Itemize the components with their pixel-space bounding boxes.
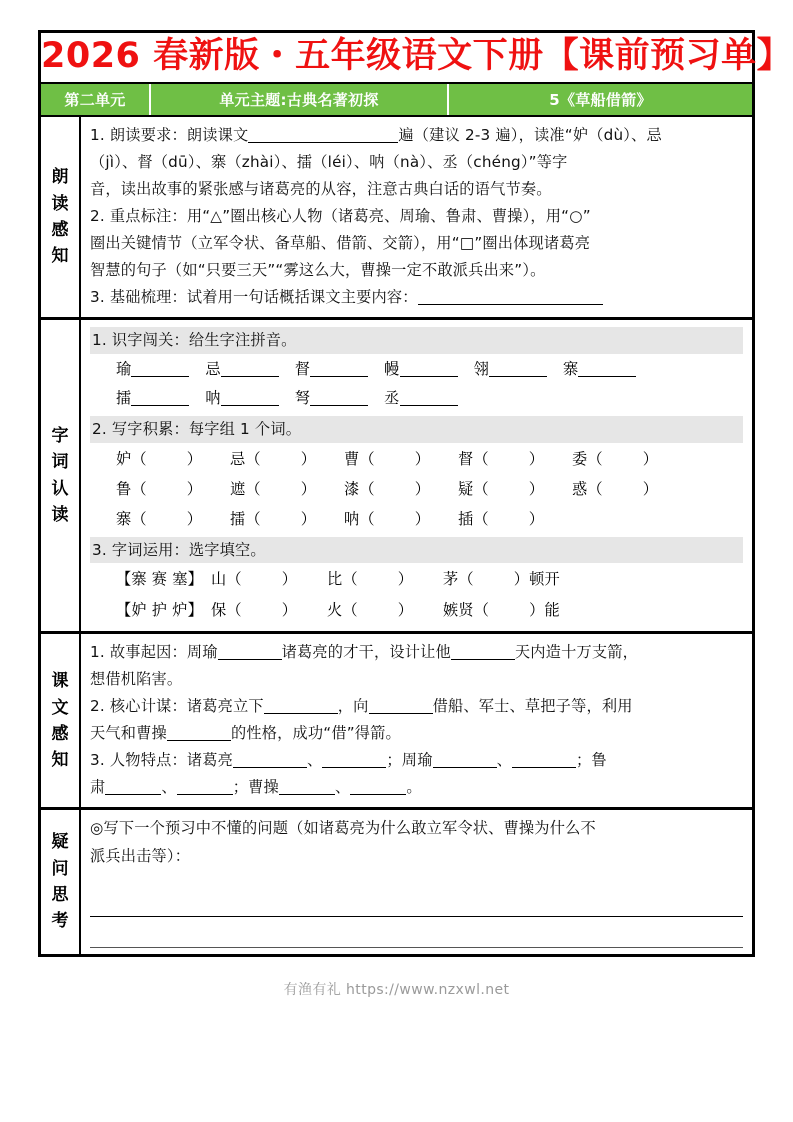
section-text-comprehension [41, 634, 752, 810]
word-char: 委 [572, 449, 588, 468]
word-cell[interactable]: 擂（ ） [230, 510, 317, 529]
reading-item-2: 2. 重点标注：用“△”圈出核心人物（诸葛亮、周瑜、鲁肃、曹操），用“○” [90, 206, 591, 225]
word-char: 擂 [230, 510, 246, 529]
text-item-1-cont: 想借机陷害。 [90, 670, 183, 689]
pinyin-char: 丞 [384, 389, 400, 408]
word-cell[interactable]: 督（ ） [458, 449, 545, 468]
text-item-2-prefix: 2. 核心计谋：诸葛亮立下 [90, 697, 264, 716]
period: 。 [406, 778, 422, 797]
worksheet-sheet [38, 30, 793, 957]
pinyin-row-1 [90, 355, 743, 385]
blank-field[interactable] [400, 405, 458, 406]
label-char: 认 [51, 478, 69, 499]
word-char: 寨 [116, 510, 132, 529]
choice-suffix: ）能 [529, 600, 560, 619]
word-cell[interactable]: 委（ ） [572, 449, 659, 468]
label-char: 问 [51, 858, 69, 879]
section-body-reading [81, 117, 752, 317]
unit-header-row [41, 84, 752, 117]
word-cell[interactable]: 疑（ ） [458, 479, 545, 498]
label-char: 知 [51, 246, 69, 267]
reading-item-2-cont: 圈出关键情节（立军令状、备草船、借箭、交箭），用“□”圈出体现诸葛亮 [90, 233, 591, 252]
blank-field[interactable] [167, 740, 231, 741]
blank-field[interactable] [433, 767, 497, 768]
page-title: 2026 春新版・五年级语文下册【课前预习单】 [41, 36, 793, 76]
choice-row-1 [90, 564, 743, 594]
pinyin-char: 翎 [473, 359, 489, 378]
text-item-1-prefix: 1. 故事起因：周瑜 [90, 643, 218, 662]
text-item-3-cont [90, 774, 743, 801]
choice-blank[interactable] [211, 564, 327, 594]
sep: 、 [307, 751, 323, 770]
word-cell[interactable]: 惑（ ） [572, 479, 659, 498]
blank-field[interactable] [177, 794, 233, 795]
blank-field[interactable] [233, 767, 307, 768]
choice-blank[interactable] [327, 564, 443, 594]
reading-item-1-part-a: 1. 朗读要求：朗读课文 [90, 125, 249, 144]
section-label-text [41, 634, 81, 807]
label-char: 疑 [51, 832, 69, 853]
text-item-3 [90, 747, 743, 774]
text-item-2-mid3: 天气和曹操 [90, 724, 167, 743]
blank-field[interactable] [248, 142, 398, 143]
text-item-2-mid1: ，向 [337, 697, 369, 716]
word-char: 妒 [116, 449, 132, 468]
word-char: 疑 [458, 479, 474, 498]
choice-prefix: 火（ [327, 600, 358, 619]
label-char: 词 [51, 452, 69, 473]
blank-field[interactable] [512, 767, 576, 768]
choice-prefix: 保（ [211, 600, 242, 619]
word-cell[interactable]: 妒（ ） [116, 449, 203, 468]
choice-suffix: ） [397, 600, 414, 619]
section-body-vocabulary [81, 320, 752, 631]
label-char: 感 [51, 723, 69, 744]
pinyin-char: 忌 [205, 359, 221, 378]
word-cell[interactable]: 鲁（ ） [116, 479, 203, 498]
choice-group-label: 【寨 赛 塞】 [116, 570, 203, 589]
choice-suffix: ） [397, 570, 414, 589]
blank-field[interactable] [131, 376, 189, 377]
text-item-3-zhouyu: ；周瑜 [386, 751, 433, 770]
blank-field[interactable] [400, 376, 458, 377]
blank-field[interactable] [578, 376, 636, 377]
word-char: 漆 [344, 479, 360, 498]
answer-line[interactable] [90, 917, 743, 948]
word-char: 曹 [344, 449, 360, 468]
reading-item-3 [90, 284, 743, 311]
question-prompt-line-2: 派兵出击等）： [90, 846, 191, 865]
text-item-3-lusu-b: 肃 [90, 778, 106, 797]
blank-field[interactable] [350, 794, 406, 795]
word-row-3 [90, 504, 743, 534]
pinyin-char: 寨 [562, 359, 579, 378]
choice-blank[interactable] [443, 595, 583, 625]
choice-blank[interactable] [211, 595, 327, 625]
choice-group-label: 【妒 护 炉】 [116, 600, 203, 619]
choice-prefix: 山（ [211, 570, 242, 589]
sep: 、 [334, 778, 351, 797]
section-reading-perception [41, 117, 752, 320]
vocab-sub-head-2: 2. 写字积累：每字组 1 个词。 [90, 416, 743, 443]
pinyin-char: 弩 [294, 389, 311, 408]
text-item-1-mid: 诸葛亮的才干，设计让他 [281, 643, 451, 662]
section-questions [41, 810, 752, 953]
word-cell[interactable]: 漆（ ） [344, 479, 431, 498]
word-cell[interactable]: 寨（ ） [116, 510, 203, 529]
reading-item-1-part-b: 遍（建议 2-3 遍），读准“妒（dù）、忌 [398, 125, 662, 144]
blank-field[interactable] [322, 767, 386, 768]
reading-item-3-text: 3. 基础梳理：试着用一句话概括课文主要内容： [90, 287, 418, 306]
pinyin-char: 督 [294, 359, 311, 378]
choice-prefix: 茅（ [443, 570, 474, 589]
choice-suffix: ）顿开 [513, 570, 560, 589]
bullet-icon: ◎ [90, 819, 104, 838]
text-item-2-cont [90, 720, 743, 747]
reading-item-1-cont: （jì）、督（dū）、寨（zhài）、擂（léi）、呐（nà）、丞（chéng）”等字 [90, 152, 568, 171]
text-item-2 [90, 693, 743, 720]
word-char: 插 [458, 510, 474, 529]
section-vocabulary [41, 320, 752, 634]
label-char: 文 [51, 697, 69, 718]
label-char: 知 [51, 750, 69, 771]
blank-field[interactable] [369, 713, 433, 714]
sep: 、 [161, 778, 177, 797]
word-cell[interactable]: 遮（ ） [230, 479, 317, 498]
blank-field[interactable] [279, 794, 335, 795]
footer-watermark: 有渔有礼 https://www.nzxwl.net [283, 981, 510, 998]
blank-field[interactable] [310, 405, 368, 406]
reading-item-1-end: 音，读出故事的紧张感与诸葛亮的从容，注意古典白话的语气节奏。 [90, 179, 552, 198]
word-char: 忌 [230, 449, 246, 468]
label-char: 字 [51, 425, 69, 446]
label-char: 读 [51, 504, 69, 525]
blank-field[interactable] [218, 659, 282, 660]
section-label-questions [41, 810, 81, 953]
blank-field[interactable] [221, 376, 279, 377]
question-answer-area [90, 886, 743, 948]
label-char: 朗 [51, 167, 69, 188]
sep: 、 [496, 751, 512, 770]
text-item-2-mid2: 借船、军士、草把子等，利用 [432, 697, 633, 716]
pinyin-char: 擂 [116, 389, 132, 408]
pinyin-char: 呐 [205, 389, 221, 408]
unit-theme: 单元主题:古典名著初探 [151, 84, 449, 115]
pinyin-char: 幔 [384, 359, 400, 378]
reading-item-2-end: 智慧的句子（如“只要三天”“雾这么大，曹操一定不敢派兵出来”）。 [90, 260, 546, 279]
question-prompt-line-1 [90, 815, 743, 842]
section-body-questions [81, 810, 752, 953]
label-char: 课 [51, 671, 69, 692]
word-cell[interactable]: 忌（ ） [230, 449, 317, 468]
label-char: 考 [51, 911, 69, 932]
word-char: 督 [458, 449, 474, 468]
blank-field[interactable] [310, 376, 368, 377]
pinyin-char: 瑜 [116, 359, 132, 378]
word-cell[interactable]: 呐（ ） [344, 510, 431, 529]
word-cell[interactable]: 插（ ） [458, 510, 545, 529]
word-row-1 [90, 444, 743, 474]
reading-item-1 [90, 122, 743, 149]
question-prompt-text: 写下一个预习中不懂的问题（如诸葛亮为什么敢立军令状、曹操为什么不 [103, 819, 596, 838]
text-item-1-suffix: 天内造十万支箭， [514, 643, 639, 662]
blank-field[interactable] [105, 794, 161, 795]
label-char: 思 [51, 885, 69, 906]
blank-field[interactable] [221, 405, 279, 406]
word-char: 遮 [230, 479, 246, 498]
label-char: 读 [51, 193, 69, 214]
choice-suffix: ） [281, 600, 298, 619]
answer-line[interactable] [90, 886, 743, 917]
word-char: 惑 [572, 479, 588, 498]
word-row-2 [90, 474, 743, 504]
blank-field[interactable] [489, 376, 547, 377]
vocab-sub-head-1: 1. 识字闯关：给生字注拼音。 [90, 327, 743, 354]
section-label-vocabulary [41, 320, 81, 631]
word-char: 鲁 [116, 479, 132, 498]
pinyin-row-2 [90, 384, 743, 414]
label-char: 感 [51, 219, 69, 240]
blank-field[interactable] [131, 405, 189, 406]
section-label-reading [41, 117, 81, 317]
title-band [41, 33, 793, 84]
choice-blank[interactable] [443, 564, 583, 594]
blank-field[interactable] [264, 713, 338, 714]
text-item-3-prefix: 3. 人物特点：诸葛亮 [90, 751, 234, 770]
choice-prefix: 嫉贤（ [443, 600, 490, 619]
choice-blank[interactable] [327, 595, 443, 625]
choice-prefix: 比（ [327, 570, 358, 589]
section-body-text [81, 634, 752, 807]
text-item-3-lusu-a: ；鲁 [575, 751, 607, 770]
choice-suffix: ） [281, 570, 298, 589]
unit-number: 第二单元 [41, 84, 151, 115]
lesson-title: 5《草船借箭》 [549, 90, 652, 109]
word-char: 呐 [344, 510, 360, 529]
blank-field[interactable] [418, 304, 603, 305]
blank-field[interactable] [451, 659, 515, 660]
text-item-1 [90, 639, 743, 666]
text-item-2-suffix: 的性格，成功“借”得箭。 [230, 724, 401, 743]
vocab-sub-head-3: 3. 字词运用：选字填空。 [90, 537, 743, 564]
text-item-3-caocao: ；曹操 [232, 778, 279, 797]
word-cell[interactable]: 曹（ ） [344, 449, 431, 468]
choice-row-2 [90, 595, 743, 625]
